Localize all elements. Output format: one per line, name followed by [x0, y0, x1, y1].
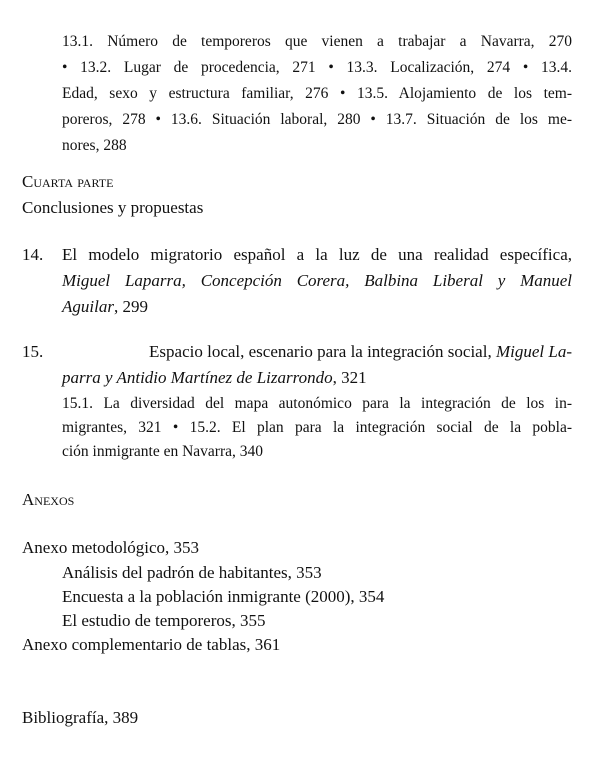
annex-entry: Anexo metodológico, 353	[22, 538, 200, 557]
page-number: , 299	[113, 297, 148, 316]
toc-subentry-line: Edad, sexo y estructura familiar, 276 • 13.5. Alojamiento de los tem-	[62, 85, 572, 102]
bibliography-entry: Bibliografía, 389	[22, 708, 139, 727]
annex-subentry: El estudio de temporeros, 355	[62, 611, 266, 630]
part-label: Cuarta parte	[22, 172, 114, 191]
chapter-title: El modelo migratorio español a la luz de una realidad específica,	[62, 245, 572, 264]
toc-subentry-line: ción inmigrante en Navarra, 340	[62, 443, 263, 460]
authors-text: Miguel Laparra, Concepción Corera, Balbina Liberal y Manuel	[62, 271, 572, 290]
annex-subentry: Análisis del padrón de habitantes, 353	[62, 563, 322, 582]
authors-text: parra y Antidio Martínez de Lizarrondo	[62, 368, 333, 387]
chapter-number: 14.	[22, 245, 44, 264]
toc-subentry-line: • 13.2. Lugar de procedencia, 271 • 13.3. Localización, 274 • 13.4.	[62, 59, 572, 76]
chapter-authors-end	[62, 297, 148, 317]
annexes-label: Anexos	[22, 490, 75, 509]
chapter-authors	[62, 271, 572, 291]
toc-subentry-line: nores, 288	[62, 137, 127, 154]
toc-subentry-line: poreros, 278 • 13.6. Situación laboral, 280 • 13.7. Situación de los me-	[62, 111, 572, 128]
page-number: , 321	[332, 368, 367, 387]
part-title: Conclusiones y propuestas	[22, 198, 204, 217]
toc-subentry-line: migrantes, 321 • 15.2. El plan para la integración social de la pobla-	[62, 419, 572, 436]
annex-entry: Anexo complementario de tablas, 361	[22, 635, 281, 654]
toc-subentry-line: 13.1. Número de temporeros que vienen a trabajar a Navarra, 270	[62, 33, 572, 50]
authors-text: Aguilar	[62, 297, 114, 316]
chapter-number: 15.	[22, 342, 44, 361]
chapter-title-text: Espacio local, escenario para la integración social,	[149, 342, 496, 361]
toc-subentry-line: 15.1. La diversidad del mapa autonómico para la integración de los in-	[62, 395, 572, 412]
chapter-authors-end	[62, 368, 367, 388]
authors-text: Miguel La-	[495, 342, 572, 361]
chapter-title	[62, 342, 572, 362]
annex-subentry: Encuesta a la población inmigrante (2000), 354	[62, 587, 385, 606]
